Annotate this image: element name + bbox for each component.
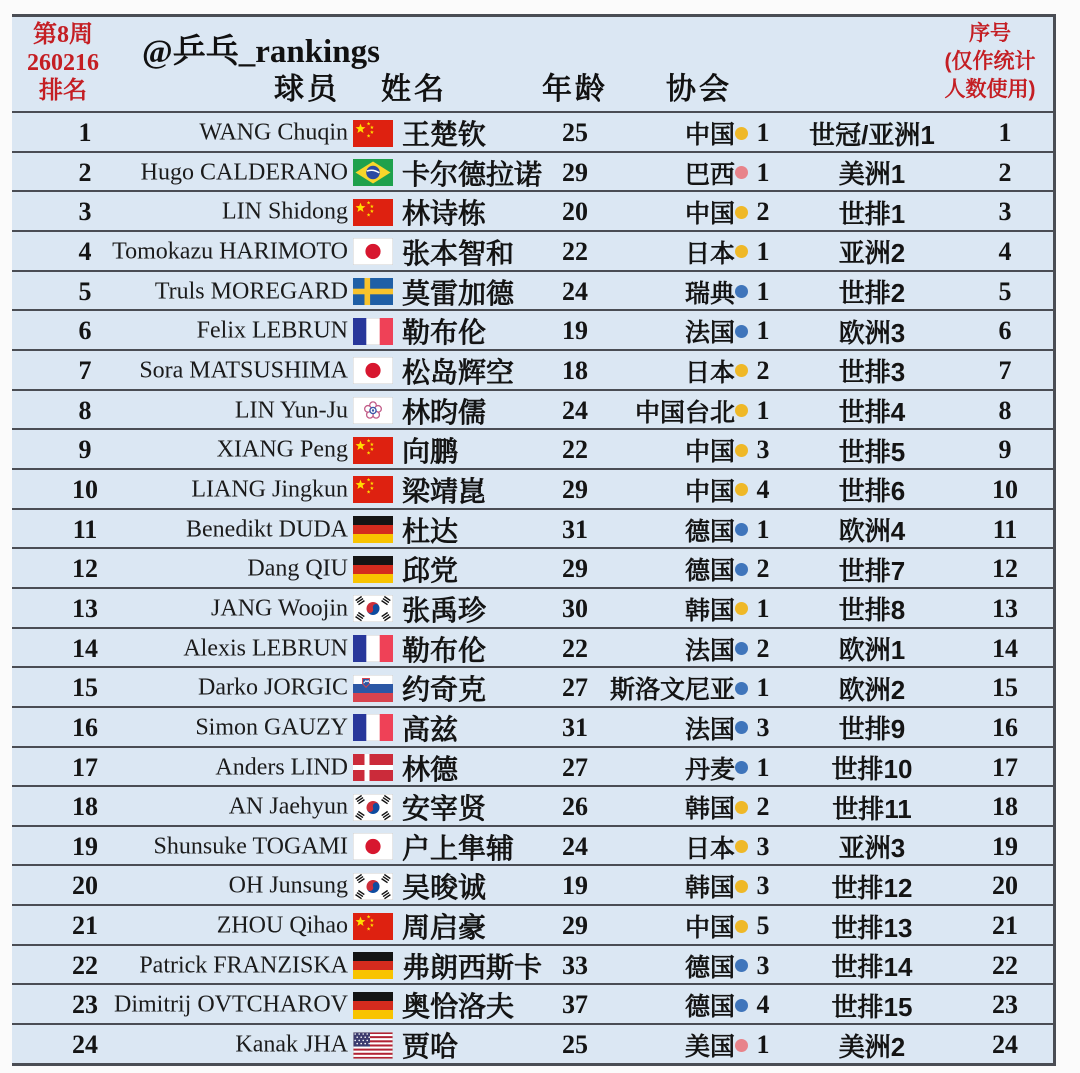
association-cell: 中国	[684, 438, 735, 467]
flag-fra-icon	[350, 714, 396, 741]
account-handle: @乒乓_rankings	[142, 34, 380, 70]
association-cell: 巴西	[684, 160, 735, 189]
region-rank-cell: 世排11	[832, 793, 912, 824]
rank-cell: 19	[72, 831, 98, 861]
flag-ger-icon	[350, 556, 396, 583]
serial-cell: 23	[992, 990, 1018, 1020]
player-en-cell: Felix LEBRUN	[196, 317, 348, 344]
association-cell: 日本	[684, 239, 735, 268]
rank-cell: 6	[78, 316, 92, 346]
association-count-cell: 1	[756, 395, 770, 425]
player-cn-cell: 奥恰洛夫	[402, 991, 515, 1023]
association-dot-icon	[735, 444, 749, 457]
flag-svn-icon	[350, 675, 396, 702]
association-dot-icon	[735, 523, 749, 536]
association-dot-icon	[735, 404, 749, 417]
association-cell: 丹麦	[684, 755, 735, 784]
player-cn-cell: 林昀儒	[402, 396, 487, 428]
player-en-cell: OH Junsung	[228, 872, 348, 899]
column-header-association: 协会	[666, 73, 732, 106]
association-count-cell: 1	[756, 118, 770, 147]
player-en-cell: LIN Shidong	[222, 198, 348, 225]
player-en-cell: LIANG Jingkun	[191, 476, 348, 503]
age-cell: 22	[562, 236, 588, 266]
flag-tpe-icon	[350, 397, 396, 424]
region-rank-cell: 世排13	[831, 912, 913, 943]
age-cell: 31	[562, 514, 588, 544]
serial-cell: 20	[992, 871, 1018, 901]
association-dot-icon	[735, 959, 749, 972]
association-dot-icon	[735, 920, 749, 933]
table-row	[12, 983, 1053, 1023]
association-dot-icon	[735, 364, 749, 377]
rank-cell: 4	[78, 236, 92, 266]
player-cn-cell: 吴晙诚	[402, 872, 487, 904]
table-row	[12, 825, 1053, 865]
serial-header-line: 人数使用)	[944, 78, 1036, 101]
player-cn-cell: 弗朗西斯卡	[402, 951, 543, 983]
player-en-cell: Tomokazu HARIMOTO	[112, 238, 348, 265]
region-rank-cell: 世排5	[838, 436, 906, 467]
player-en-cell: Darko JORGIC	[198, 674, 348, 701]
rank-cell: 18	[72, 792, 98, 822]
association-count-cell: 3	[756, 712, 770, 742]
association-dot-icon	[735, 245, 749, 258]
player-cn-cell: 安宰贤	[402, 793, 487, 825]
table-row	[12, 270, 1053, 310]
serial-cell: 15	[992, 673, 1018, 703]
table-row	[12, 508, 1053, 548]
player-en-cell: WANG Chuqin	[199, 119, 348, 146]
table-row	[12, 1023, 1053, 1063]
table-row	[12, 746, 1053, 786]
region-rank-cell: 亚洲2	[838, 238, 906, 269]
player-en-cell: Kanak JHA	[235, 1031, 348, 1058]
table-row	[12, 428, 1053, 468]
rank-cell: 22	[72, 950, 98, 980]
rank-cell: 1	[78, 118, 92, 147]
player-cn-cell: 杜达	[402, 515, 459, 547]
association-cell: 中国	[684, 914, 735, 943]
region-rank-cell: 世冠/亚洲1	[809, 119, 935, 150]
age-cell: 29	[562, 911, 588, 941]
region-rank-cell: 世排3	[838, 357, 906, 388]
association-count-cell: 1	[756, 157, 770, 187]
player-en-cell: Dimitrij OVTCHAROV	[114, 991, 348, 1018]
flag-jpn-icon	[350, 238, 396, 265]
serial-cell: 21	[992, 911, 1018, 941]
player-en-cell: Simon GAUZY	[195, 714, 348, 741]
rank-cell: 2	[78, 157, 92, 187]
association-dot-icon	[735, 682, 749, 695]
flag-bra-icon	[350, 159, 396, 186]
age-cell: 18	[562, 355, 588, 385]
association-dot-icon	[735, 127, 749, 140]
association-cell: 瑞典	[684, 279, 735, 308]
region-rank-cell: 世排1	[838, 198, 906, 229]
rank-cell: 8	[78, 395, 92, 425]
flag-chn-icon	[350, 913, 396, 940]
flag-ger-icon	[350, 992, 396, 1019]
association-count-cell: 3	[756, 435, 770, 465]
region-rank-cell: 欧洲4	[838, 516, 906, 547]
association-dot-icon	[735, 801, 749, 814]
association-dot-icon	[735, 761, 749, 774]
serial-cell: 24	[992, 1030, 1018, 1060]
serial-cell: 4	[998, 236, 1012, 266]
serial-cell: 17	[992, 752, 1018, 782]
association-count-cell: 1	[756, 752, 770, 782]
table-row	[12, 904, 1053, 944]
association-count-cell: 2	[756, 355, 770, 385]
rank-cell: 23	[72, 990, 98, 1020]
region-rank-cell: 世排12	[831, 872, 913, 903]
association-count-cell: 1	[756, 316, 770, 346]
flag-den-icon	[350, 754, 396, 781]
association-dot-icon	[735, 166, 749, 179]
table-row	[12, 547, 1053, 587]
association-cell: 德国	[684, 953, 735, 982]
serial-cell: 14	[992, 633, 1018, 663]
age-cell: 37	[562, 990, 588, 1020]
association-count-cell: 4	[756, 990, 770, 1020]
region-rank-cell: 美洲1	[838, 159, 906, 190]
association-count-cell: 3	[756, 831, 770, 861]
rank-cell: 15	[72, 673, 98, 703]
table-row	[12, 151, 1053, 191]
association-count-cell: 2	[756, 633, 770, 663]
player-cn-cell: 松岛辉空	[402, 356, 515, 388]
player-en-cell: XIANG Peng	[216, 436, 348, 463]
player-en-cell: Shunsuke TOGAMI	[153, 833, 348, 860]
association-count-cell: 3	[756, 950, 770, 980]
rank-cell: 5	[78, 276, 92, 306]
player-cn-cell: 林诗栋	[402, 198, 487, 230]
serial-cell: 3	[998, 197, 1012, 227]
table-body	[12, 111, 1053, 1063]
flag-kor-icon	[350, 873, 396, 900]
table-header	[12, 17, 1053, 111]
table-row	[12, 389, 1053, 429]
age-cell: 29	[562, 157, 588, 187]
association-count-cell: 4	[756, 474, 770, 504]
association-dot-icon	[735, 840, 749, 853]
region-rank-cell: 世排2	[838, 278, 906, 309]
association-cell: 德国	[684, 557, 735, 586]
flag-kor-icon	[350, 595, 396, 622]
association-dot-icon	[735, 325, 749, 338]
serial-cell: 6	[998, 316, 1012, 346]
serial-cell: 16	[992, 712, 1018, 742]
player-cn-cell: 周启豪	[402, 912, 487, 944]
player-en-cell: LIN Yun-Ju	[234, 397, 348, 424]
player-en-cell: Patrick FRANZISKA	[139, 952, 348, 979]
association-dot-icon	[735, 602, 749, 615]
column-header-age: 年龄	[542, 73, 608, 106]
association-cell: 韩国	[684, 596, 735, 625]
association-dot-icon	[735, 483, 749, 496]
table-row	[12, 349, 1053, 389]
serial-cell: 8	[998, 395, 1012, 425]
player-cn-cell: 张禹珍	[402, 594, 487, 626]
table-row	[12, 944, 1053, 984]
player-cn-cell: 莫雷加德	[402, 277, 515, 309]
association-cell: 中国	[684, 121, 735, 149]
region-rank-cell: 世排9	[838, 714, 906, 745]
region-rank-cell: 欧洲3	[838, 317, 906, 348]
table-row	[12, 666, 1053, 706]
age-cell: 33	[562, 950, 588, 980]
association-dot-icon	[735, 1039, 749, 1052]
player-en-cell: Anders LIND	[215, 754, 348, 780]
serial-header-line: (仅作统计	[944, 50, 1036, 73]
association-cell: 韩国	[684, 874, 735, 903]
column-header-player: 球员	[274, 73, 340, 106]
rank-cell: 17	[72, 752, 98, 782]
age-cell: 20	[562, 197, 588, 227]
association-cell: 法国	[684, 319, 735, 348]
player-en-cell: Dang QIU	[247, 555, 348, 582]
region-rank-cell: 世排10	[831, 754, 913, 784]
association-dot-icon	[735, 563, 749, 576]
player-cn-cell: 高兹	[402, 713, 459, 745]
table-row	[12, 230, 1053, 270]
flag-chn-icon	[350, 120, 396, 147]
player-en-cell: Sora MATSUSHIMA	[139, 357, 348, 384]
rank-line: 排名	[39, 78, 87, 104]
flag-jpn-icon	[350, 833, 396, 860]
age-cell: 24	[562, 395, 588, 425]
region-rank-cell: 欧洲1	[838, 635, 906, 666]
association-count-cell: 2	[756, 554, 770, 584]
age-cell: 22	[562, 435, 588, 465]
table-row	[12, 190, 1053, 230]
rank-cell: 13	[72, 593, 98, 623]
rank-cell: 24	[72, 1030, 98, 1060]
flag-swe-icon	[350, 278, 396, 305]
player-cn-cell: 户上隼辅	[402, 832, 515, 864]
association-cell: 法国	[684, 636, 735, 665]
player-en-cell: JANG Woojin	[211, 595, 348, 622]
flag-usa-icon	[350, 1032, 396, 1059]
player-cn-cell: 贾哈	[402, 1031, 459, 1063]
player-cn-cell: 勒布伦	[402, 634, 487, 666]
flag-kor-icon	[350, 794, 396, 821]
flag-ger-icon	[350, 516, 396, 543]
age-cell: 19	[562, 871, 588, 901]
player-en-cell: ZHOU Qihao	[216, 912, 348, 939]
association-dot-icon	[735, 285, 749, 298]
age-cell: 27	[562, 673, 588, 703]
serial-cell: 11	[992, 514, 1018, 544]
association-count-cell: 5	[756, 911, 770, 941]
week-ranking-label	[16, 21, 110, 105]
age-cell: 27	[562, 752, 588, 782]
table-row	[12, 587, 1053, 627]
rank-cell: 9	[78, 435, 92, 465]
association-cell: 中国	[684, 200, 735, 229]
association-dot-icon	[735, 642, 749, 655]
region-rank-cell: 世排14	[831, 952, 913, 983]
serial-cell: 5	[998, 276, 1012, 306]
player-cn-cell: 卡尔德拉诺	[402, 158, 543, 190]
serial-cell: 19	[992, 831, 1018, 861]
rank-cell: 14	[72, 633, 98, 663]
region-rank-cell: 世排6	[838, 476, 906, 507]
flag-fra-icon	[350, 318, 396, 345]
flag-chn-icon	[350, 437, 396, 464]
table-row	[12, 309, 1053, 349]
association-cell: 中国台北	[634, 398, 735, 427]
player-en-cell: Truls MOREGARD	[154, 278, 348, 305]
rank-cell: 20	[72, 871, 98, 901]
serial-cell: 18	[992, 792, 1018, 822]
flag-ger-icon	[350, 952, 396, 979]
rank-cell: 7	[78, 355, 92, 385]
table-row	[12, 627, 1053, 667]
player-cn-cell: 邱党	[402, 555, 459, 587]
serial-cell: 9	[998, 435, 1012, 465]
flag-fra-icon	[350, 635, 396, 662]
association-count-cell: 1	[756, 514, 770, 544]
table-row	[12, 706, 1053, 746]
association-cell: 韩国	[684, 795, 735, 824]
age-cell: 30	[562, 593, 588, 623]
serial-cell: 12	[992, 554, 1018, 584]
table-row	[12, 468, 1053, 508]
age-cell: 25	[562, 118, 588, 147]
association-cell: 斯洛文尼亚	[609, 676, 735, 705]
age-cell: 24	[562, 276, 588, 306]
association-cell: 美国	[684, 1033, 735, 1062]
rank-cell: 12	[72, 554, 98, 584]
region-rank-cell: 世排8	[838, 595, 906, 626]
player-cn-cell: 王楚钦	[402, 119, 487, 150]
serial-cell: 2	[998, 157, 1012, 187]
serial-header-line: 序号	[969, 22, 1011, 45]
rank-cell: 11	[72, 514, 98, 544]
player-en-cell: Alexis LEBRUN	[183, 635, 348, 662]
region-rank-cell: 世排7	[838, 555, 906, 586]
association-count-cell: 1	[756, 276, 770, 306]
region-rank-cell: 世排4	[838, 397, 906, 428]
region-rank-cell: 欧洲2	[838, 674, 906, 705]
association-count-cell: 2	[756, 197, 770, 227]
age-cell: 31	[562, 712, 588, 742]
player-en-cell: Benedikt DUDA	[186, 516, 348, 543]
age-cell: 19	[562, 316, 588, 346]
rank-cell: 16	[72, 712, 98, 742]
rank-cell: 10	[72, 474, 98, 504]
age-cell: 25	[562, 1030, 588, 1060]
age-cell: 29	[562, 554, 588, 584]
association-count-cell: 2	[756, 792, 770, 822]
player-en-cell: Hugo CALDERANO	[140, 159, 348, 186]
association-count-cell: 3	[756, 871, 770, 901]
association-dot-icon	[735, 880, 749, 893]
association-cell: 德国	[684, 517, 735, 546]
association-cell: 日本	[684, 358, 735, 387]
association-dot-icon	[735, 999, 749, 1012]
week-line: 第8周	[33, 22, 93, 48]
player-cn-cell: 约奇克	[402, 674, 487, 706]
rank-cell: 3	[78, 197, 92, 227]
association-dot-icon	[735, 206, 749, 219]
player-cn-cell: 梁靖崑	[402, 475, 487, 507]
association-count-cell: 1	[756, 236, 770, 266]
flag-chn-icon	[350, 476, 396, 503]
serial-cell: 10	[992, 474, 1018, 504]
table-row	[12, 785, 1053, 825]
age-cell: 26	[562, 792, 588, 822]
serial-cell: 1	[998, 118, 1012, 147]
serial-number-header	[929, 20, 1051, 104]
region-rank-cell: 美洲2	[838, 1031, 906, 1062]
rank-cell: 21	[72, 911, 98, 941]
association-dot-icon	[735, 721, 749, 734]
flag-jpn-icon	[350, 357, 396, 384]
age-cell: 22	[562, 633, 588, 663]
date-line: 260216	[27, 50, 99, 76]
association-count-cell: 1	[756, 673, 770, 703]
association-cell: 法国	[684, 715, 735, 744]
region-rank-cell: 亚洲3	[838, 833, 906, 864]
age-cell: 24	[562, 831, 588, 861]
age-cell: 29	[562, 474, 588, 504]
region-rank-cell: 世排15	[831, 991, 913, 1022]
player-cn-cell: 勒布伦	[402, 317, 487, 349]
association-count-cell: 1	[756, 1030, 770, 1060]
serial-cell: 13	[992, 593, 1018, 623]
column-header-name: 姓名	[381, 73, 447, 106]
association-cell: 日本	[684, 834, 735, 863]
table-row	[12, 864, 1053, 904]
player-en-cell: AN Jaehyun	[228, 793, 348, 820]
player-cn-cell: 林德	[402, 753, 459, 785]
rankings-table	[12, 14, 1056, 1066]
serial-cell: 7	[998, 355, 1012, 385]
association-cell: 中国	[684, 477, 735, 506]
association-cell: 德国	[684, 993, 735, 1022]
player-cn-cell: 向鹏	[402, 436, 459, 468]
table-row	[12, 111, 1053, 151]
player-cn-cell: 张本智和	[402, 237, 515, 269]
serial-cell: 22	[992, 950, 1018, 980]
flag-chn-icon	[350, 199, 396, 226]
association-count-cell: 1	[756, 593, 770, 623]
